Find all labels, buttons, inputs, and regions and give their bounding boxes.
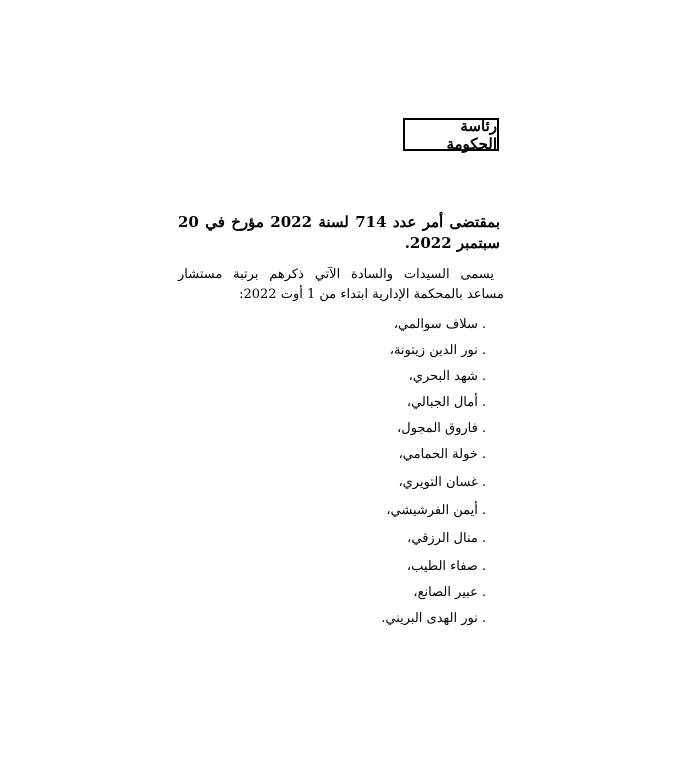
appointee-name: منال الرزقي، bbox=[407, 531, 478, 546]
list-item-marker: . bbox=[481, 531, 486, 546]
list-item bbox=[386, 502, 486, 520]
appointee-name: شهد البحري، bbox=[408, 369, 478, 384]
list-item-marker: . bbox=[481, 395, 486, 410]
list-item bbox=[407, 394, 486, 412]
appointee-name: خولة الحمامي، bbox=[398, 447, 478, 462]
appointee-name: نور الدين زيتونة، bbox=[389, 343, 478, 358]
appointee-name: عبير الصانع، bbox=[413, 585, 478, 600]
list-item bbox=[381, 610, 486, 628]
list-item bbox=[413, 584, 486, 602]
appointee-name: أيمن الفرشيشي، bbox=[386, 503, 478, 518]
list-item bbox=[394, 316, 486, 334]
list-item-marker: . bbox=[481, 421, 486, 436]
header-title-box bbox=[403, 118, 499, 151]
decree-reference: بمقتضى أمر عدد 714 لسنة 2022 مؤرخ في 20 سبتمبر 2022. bbox=[178, 213, 500, 252]
list-item-marker: . bbox=[481, 611, 486, 626]
appointee-name: أمال الجبالي، bbox=[406, 395, 478, 410]
list-item bbox=[390, 342, 486, 360]
appointee-name: صفاء الطيب، bbox=[406, 559, 478, 574]
header-title: رئاسة الحكومة bbox=[446, 116, 497, 153]
list-item-marker: . bbox=[481, 585, 486, 600]
appointee-name: سلاف سوالمي، bbox=[393, 317, 478, 332]
list-item-marker: . bbox=[481, 475, 486, 490]
list-item bbox=[407, 530, 486, 548]
list-item bbox=[399, 446, 486, 464]
list-item-marker: . bbox=[481, 369, 486, 384]
appointment-intro: يسمى السيدات والسادة الآتي ذكرهم برتبة مستشار مساعد بالمحكمة الإدارية ابتداء من 1 أوت 2022: bbox=[178, 267, 504, 302]
list-item-marker: . bbox=[481, 317, 486, 332]
appointee-name: نور الهدى البريني. bbox=[381, 611, 478, 626]
list-item-marker: . bbox=[481, 503, 486, 518]
appointee-name: غسان التويري، bbox=[398, 475, 478, 490]
list-item bbox=[409, 368, 486, 386]
list-item bbox=[407, 558, 486, 576]
list-item bbox=[398, 474, 486, 492]
list-item-marker: . bbox=[481, 447, 486, 462]
list-item bbox=[397, 420, 486, 438]
list-item-marker: . bbox=[481, 343, 486, 358]
appointee-name: فاروق المجول، bbox=[397, 421, 478, 436]
list-item-marker: . bbox=[481, 559, 486, 574]
